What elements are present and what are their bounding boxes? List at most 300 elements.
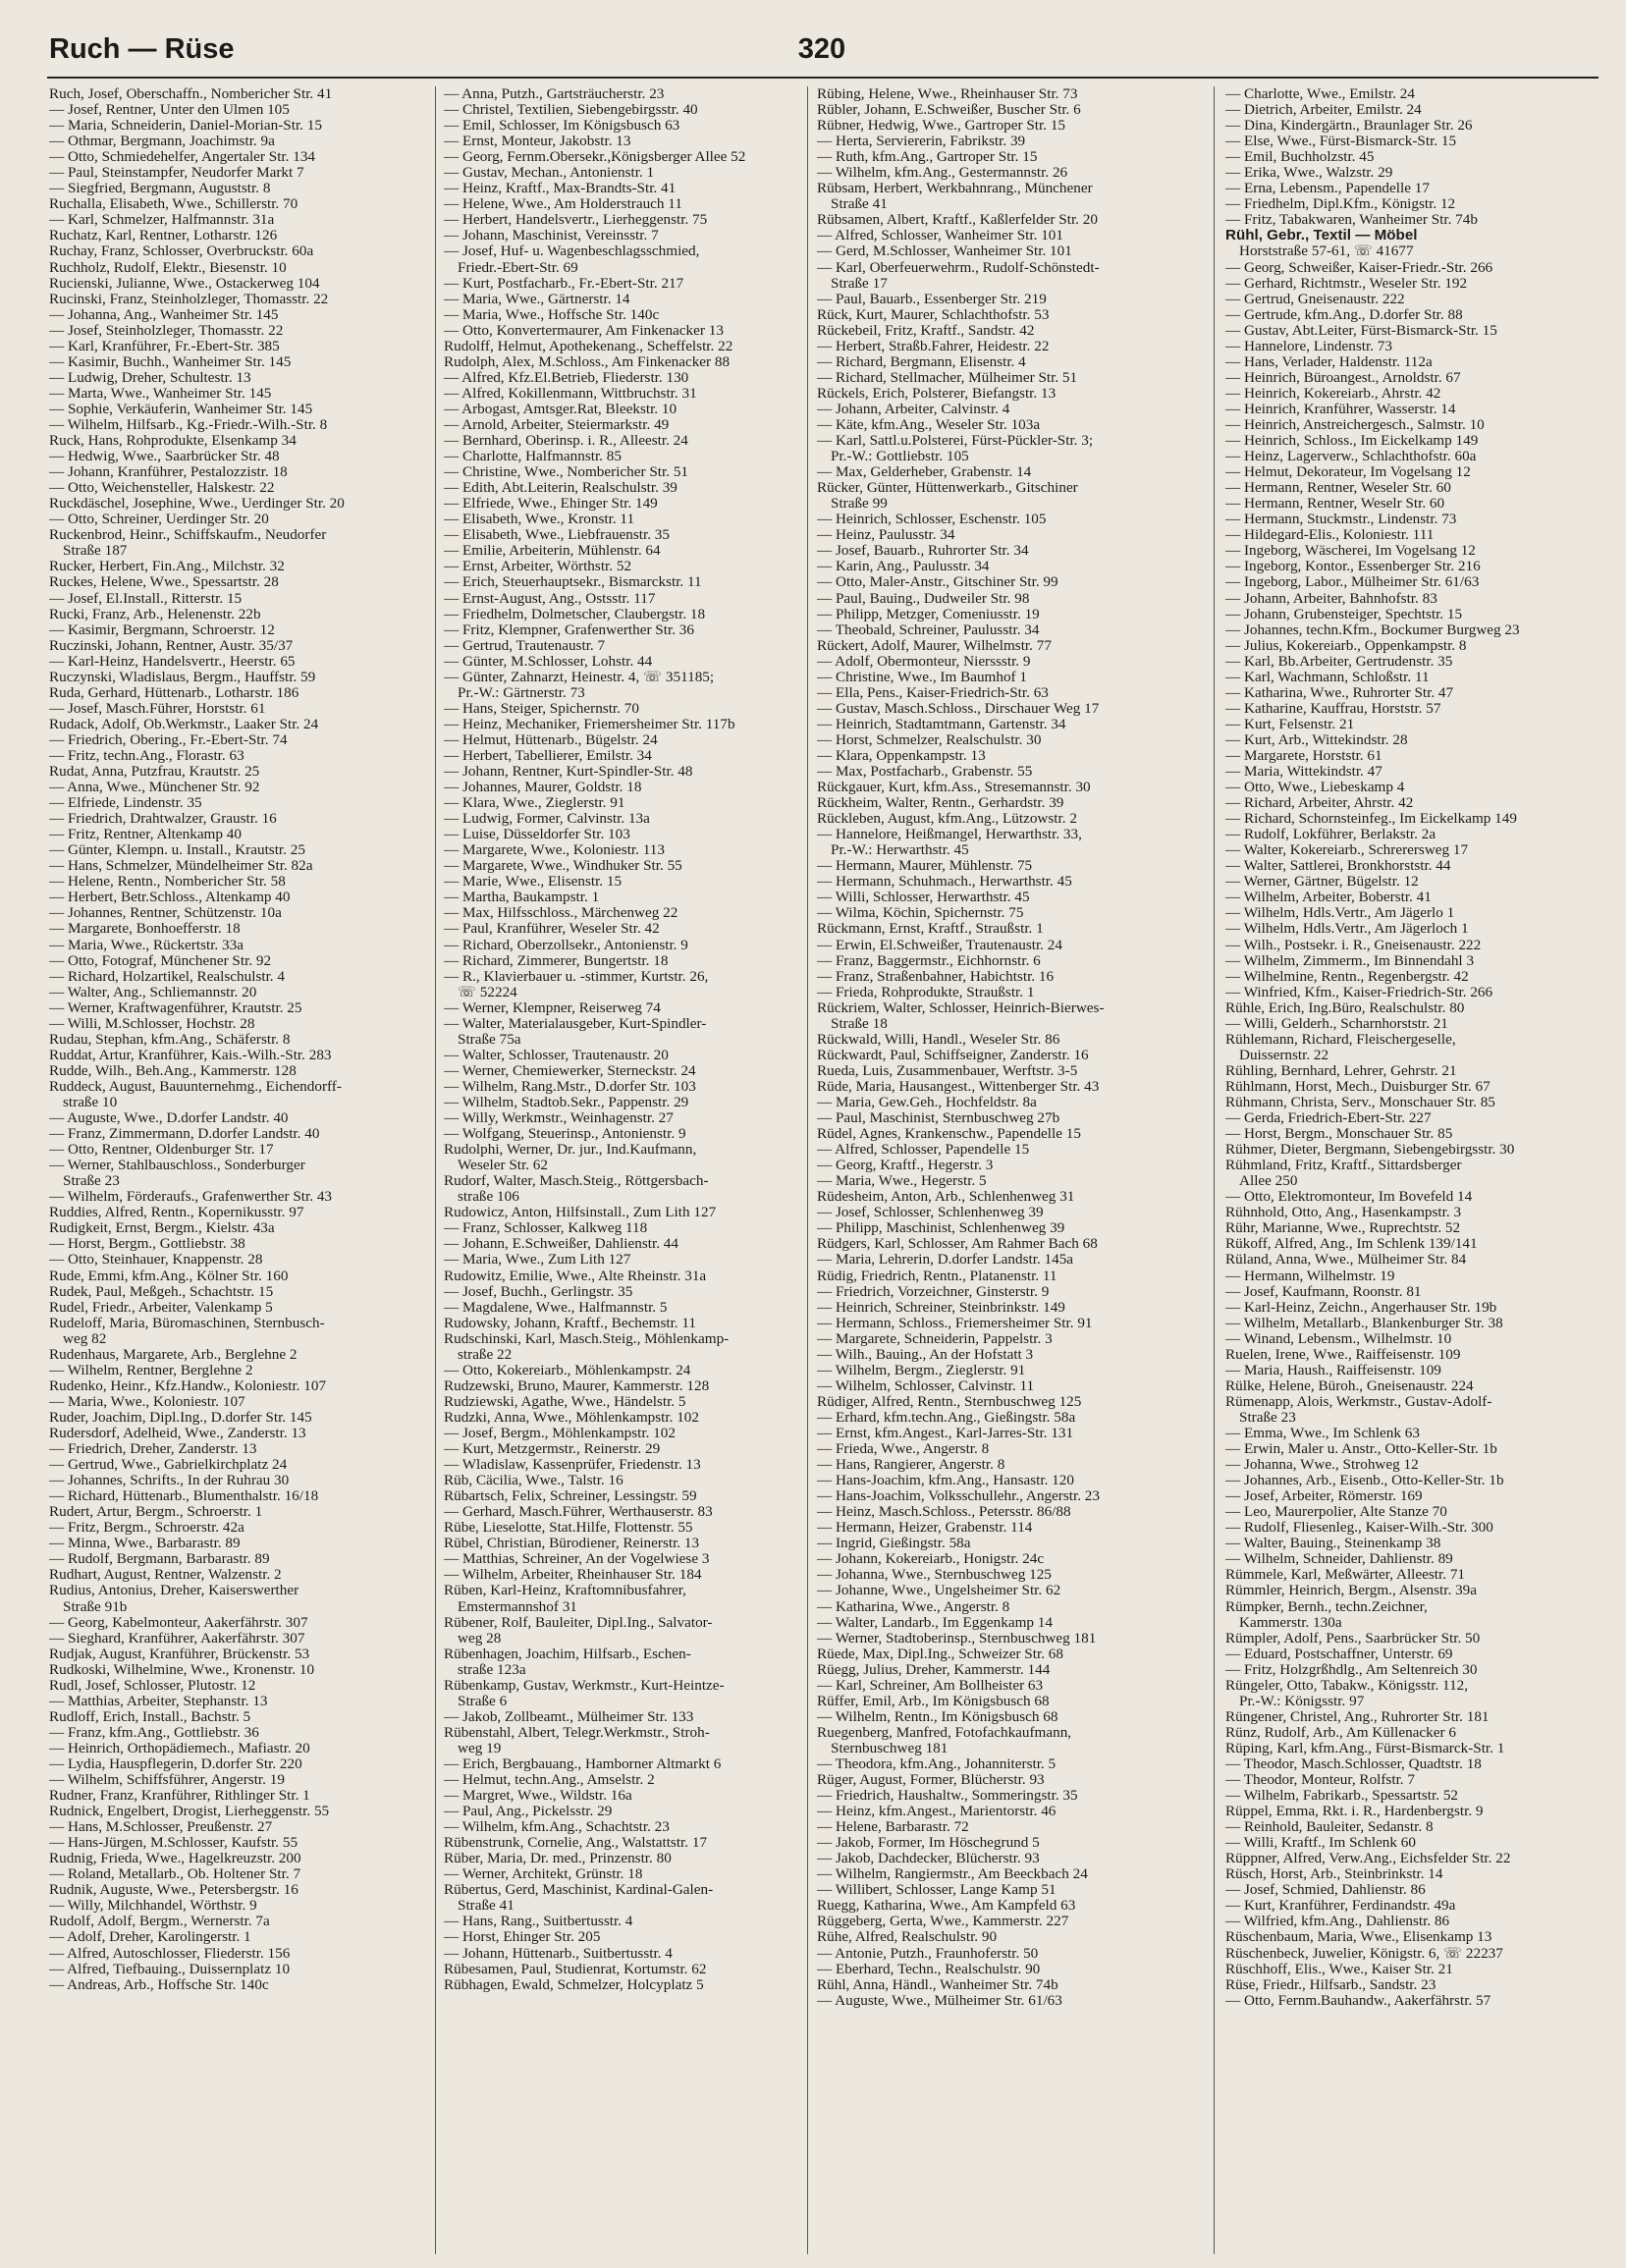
directory-entry: — Emilie, Arbeiterin, Mühlenstr. 64 bbox=[444, 543, 661, 560]
directory-entry: — Günter, Klempn. u. Install., Krautstr. 25 bbox=[49, 842, 305, 859]
directory-entry: — Kurt, Kranführer, Ferdinandstr. 49a bbox=[1225, 1898, 1456, 1915]
directory-entry: — Heinrich, Orthopädiemech., Mafiastr. 20 bbox=[49, 1740, 310, 1756]
directory-entry: Straße 187 bbox=[63, 543, 128, 560]
directory-entry: — Gertrud, Wwe., Gabrielkirchplatz 24 bbox=[49, 1457, 288, 1474]
directory-entry: Rückgauer, Kurt, kfm.Ass., Stresemannstr. 30 bbox=[817, 780, 1091, 796]
directory-entry: — Maria, Wwe., Gärtnerstr. 14 bbox=[444, 291, 630, 307]
directory-entry: — Walter, Kokereiarb., Schrerersweg 17 bbox=[1225, 842, 1469, 859]
directory-entry: — Wilhelm, Bergm., Zieglerstr. 91 bbox=[817, 1362, 1026, 1378]
directory-entry: Rüde, Maria, Hausangest., Wittenberger Str. 43 bbox=[817, 1078, 1100, 1095]
directory-entry: — Adolf, Dreher, Karolingerstr. 1 bbox=[49, 1929, 251, 1946]
directory-entry: Ruddeck, August, Bauunternehmg., Eichendorff- bbox=[49, 1078, 342, 1095]
directory-entry: Rüschenbeck, Juwelier, Königstr. 6, ☏ 22237 bbox=[1225, 1945, 1503, 1962]
directory-entry: Rühl, Anna, Händl., Wanheimer Str. 74b bbox=[817, 1976, 1058, 1993]
directory-entry: — Wilhelm, Schlosser, Calvinstr. 11 bbox=[817, 1377, 1035, 1394]
directory-entry: — Ludwig, Former, Calvinstr. 13a bbox=[444, 811, 650, 828]
directory-entry: — Wilhelm, Schiffsführer, Angerstr. 19 bbox=[49, 1772, 285, 1789]
directory-entry: — Maria, Wittekindstr. 47 bbox=[1225, 764, 1382, 781]
directory-entry: Rückmann, Ernst, Kraftf., Straußstr. 1 bbox=[817, 921, 1044, 938]
directory-entry: — Marie, Wwe., Elisenstr. 15 bbox=[444, 874, 623, 891]
directory-entry: — Josef, Huf- u. Wagenbeschlagsschmied, bbox=[444, 243, 700, 260]
directory-entry: Rudolff, Helmut, Apothekenang., Scheffelstr. 22 bbox=[444, 338, 733, 354]
directory-entry: — Walter, Materialausgeber, Kurt-Spindler- bbox=[444, 1015, 707, 1032]
directory-entry: — Heinz, Lagerverw., Schlachthofstr. 60a bbox=[1225, 449, 1477, 465]
directory-entry: — Hans-Jürgen, M.Schlosser, Kaufstr. 55 bbox=[49, 1835, 298, 1852]
directory-entry: — Karl, Schmelzer, Halfmannstr. 31a bbox=[49, 212, 275, 229]
directory-entry: — Theodora, kfm.Ang., Johanniterstr. 5 bbox=[817, 1755, 1057, 1772]
directory-entry: — Johannes, Arb., Eisenb., Otto-Keller-Str. 1b bbox=[1225, 1473, 1504, 1489]
directory-entry: Rudloff, Erich, Install., Bachstr. 5 bbox=[49, 1708, 251, 1725]
directory-entry: — Otto, Steinhauer, Knappenstr. 28 bbox=[49, 1252, 263, 1269]
directory-entry: Ruch, Josef, Oberschaffn., Nombericher Str. 41 bbox=[49, 86, 333, 102]
directory-entry: — Kasimir, Buchh., Wanheimer Str. 145 bbox=[49, 353, 292, 370]
directory-entry: Rucker, Herbert, Fin.Ang., Milchstr. 32 bbox=[49, 559, 285, 575]
directory-entry: — Siegfried, Bergmann, Auguststr. 8 bbox=[49, 181, 271, 197]
directory-entry: — Alfred, Schlosser, Wanheimer Str. 101 bbox=[817, 228, 1063, 244]
directory-entry: — Willi, Kraftf., Im Schlenk 60 bbox=[1225, 1835, 1416, 1852]
directory-entry: Rucinski, Franz, Steinholzleger, Thomasstr. 22 bbox=[49, 291, 329, 307]
directory-entry: Rudeloff, Maria, Büromaschinen, Sternbusch- bbox=[49, 1315, 325, 1331]
directory-entry: — Theodor, Masch.Schlosser, Quadtstr. 18 bbox=[1225, 1755, 1482, 1772]
directory-entry: — Heinrich, Kokereiarb., Ahrstr. 42 bbox=[1225, 385, 1441, 402]
directory-entry: — Elisabeth, Wwe., Kronstr. 11 bbox=[444, 512, 635, 528]
directory-entry: — Georg, Schweißer, Kaiser-Friedr.-Str. 266 bbox=[1225, 259, 1493, 276]
directory-entry: — Otto, Elektromonteur, Im Bovefeld 14 bbox=[1225, 1189, 1473, 1206]
directory-entry: — Herbert, Handelsvertr., Lierheggenstr. 75 bbox=[444, 212, 708, 229]
directory-entry: — Werner, Stadtoberinsp., Sternbuschweg 181 bbox=[817, 1630, 1097, 1647]
directory-entry: — Jakob, Zollbeamt., Mülheimer Str. 133 bbox=[444, 1708, 694, 1725]
directory-entry: — Heinz, Paulusstr. 34 bbox=[817, 527, 955, 544]
directory-entry: — Johann, Arbeiter, Bahnhofstr. 83 bbox=[1225, 590, 1437, 607]
directory-entry: — Johannes, Maurer, Goldstr. 18 bbox=[444, 780, 642, 796]
directory-entry: Rudowicz, Anton, Hilfsinstall., Zum Lith 127 bbox=[444, 1205, 717, 1221]
directory-entry: — Ernst, Arbeiter, Wörthstr. 52 bbox=[444, 559, 632, 575]
directory-entry: — Willibert, Schlosser, Lange Kamp 51 bbox=[817, 1882, 1057, 1899]
directory-entry: — Hedwig, Wwe., Saarbrücker Str. 48 bbox=[49, 449, 280, 465]
directory-entry: — Wilhelm, Stadtob.Sekr., Pappenstr. 29 bbox=[444, 1095, 689, 1110]
directory-entry: Allee 250 bbox=[1239, 1173, 1298, 1190]
directory-entry: Rudhart, August, Rentner, Walzenstr. 2 bbox=[49, 1567, 282, 1584]
directory-entry: Rueda, Luis, Zusammenbauer, Werftstr. 3-5 bbox=[817, 1062, 1078, 1079]
directory-entry: — Fritz, Klempner, Grafenwerther Str. 36 bbox=[444, 621, 694, 638]
directory-entry: Sternbuschweg 181 bbox=[831, 1740, 948, 1756]
directory-entry: — Hans, Rang., Suitbertusstr. 4 bbox=[444, 1914, 633, 1930]
directory-entry: — Winand, Lebensm., Wilhelmstr. 10 bbox=[1225, 1330, 1452, 1347]
directory-entry: — Wilhelm, kfm.Ang., Schachtstr. 23 bbox=[444, 1819, 670, 1836]
directory-entry: Rückriem, Walter, Schlosser, Heinrich-Bierwes- bbox=[817, 999, 1105, 1016]
directory-entry: — Johannes, Rentner, Schützenstr. 10a bbox=[49, 905, 282, 922]
directory-entry: — Wilhelm, Rentn., Im Königsbusch 68 bbox=[817, 1708, 1058, 1725]
directory-entry: — Josef, Rentner, Unter den Ulmen 105 bbox=[49, 102, 290, 119]
directory-entry: Rudolphi, Werner, Dr. jur., Ind.Kaufmann, bbox=[444, 1142, 697, 1159]
directory-entry: — Otto, Schreiner, Uerdinger Str. 20 bbox=[49, 512, 269, 528]
directory-entry: — Maria, Wwe., Zum Lith 127 bbox=[444, 1252, 631, 1269]
directory-entry: Pr.-W.: Herwarthstr. 45 bbox=[831, 842, 969, 859]
directory-entry: — Helene, Barbarastr. 72 bbox=[817, 1819, 969, 1836]
directory-entry: — Else, Wwe., Fürst-Bismarck-Str. 15 bbox=[1225, 134, 1457, 150]
directory-entry: — Marta, Wwe., Wanheimer Str. 145 bbox=[49, 385, 272, 402]
directory-entry: — Theodor, Monteur, Rolfstr. 7 bbox=[1225, 1772, 1415, 1789]
directory-entry: — Magdalene, Wwe., Halfmannstr. 5 bbox=[444, 1299, 668, 1316]
directory-entry: — Frieda, Rohprodukte, Straußstr. 1 bbox=[817, 984, 1035, 1000]
directory-entry: — Hermann, Wilhelmstr. 19 bbox=[1225, 1268, 1395, 1284]
directory-entry: Ruchay, Franz, Schlosser, Overbruckstr. 60a bbox=[49, 243, 314, 260]
directory-entry: — Klara, Oppenkampstr. 13 bbox=[817, 747, 986, 764]
directory-entry: — Friedrich, Drahtwalzer, Graustr. 16 bbox=[49, 811, 277, 828]
directory-entry: — Katharina, Wwe., Ruhrorter Str. 47 bbox=[1225, 684, 1454, 701]
directory-entry: straße 123a bbox=[458, 1661, 526, 1678]
directory-entry: — Hildegard-Elis., Koloniestr. 111 bbox=[1225, 527, 1435, 544]
directory-entry: — Christine, Wwe., Nombericher Str. 51 bbox=[444, 464, 689, 481]
directory-entry: — Charlotte, Halfmannstr. 85 bbox=[444, 449, 622, 465]
directory-entry: — Herbert, Tabellierer, Emilstr. 34 bbox=[444, 747, 652, 764]
directory-entry: Rudjak, August, Kranführer, Brückenstr. 53 bbox=[49, 1646, 310, 1662]
directory-entry: Straße 6 bbox=[458, 1693, 508, 1709]
directory-entry: Ruck, Hans, Rohprodukte, Elsenkamp 34 bbox=[49, 433, 297, 450]
directory-entry: — Willi, Schlosser, Herwarthstr. 45 bbox=[817, 890, 1030, 906]
directory-entry: Rüdig, Friedrich, Rentn., Platanenstr. 11 bbox=[817, 1268, 1057, 1284]
directory-entry: Rudek, Paul, Meßgeh., Schachtstr. 15 bbox=[49, 1283, 274, 1300]
directory-entry: Pr.-W.: Gärtnerstr. 73 bbox=[458, 684, 585, 701]
page-number: 320 bbox=[797, 33, 846, 65]
directory-entry: — Franz, kfm.Ang., Gottliebstr. 36 bbox=[49, 1724, 259, 1741]
directory-entry: Rühmer, Dieter, Bergmann, Siebengebirgsstr. 30 bbox=[1225, 1142, 1515, 1159]
directory-entry: Rübenstrunk, Cornelie, Ang., Walstattstr. 17 bbox=[444, 1835, 708, 1852]
directory-entry: Weseler Str. 62 bbox=[458, 1158, 548, 1174]
directory-entry: Emstermannshof 31 bbox=[458, 1598, 577, 1615]
directory-entry: Rübertus, Gerd, Maschinist, Kardinal-Galen- bbox=[444, 1882, 714, 1899]
directory-entry: Straße 99 bbox=[831, 496, 888, 513]
directory-entry: — Gustav, Masch.Schloss., Dirschauer Weg 17 bbox=[817, 700, 1100, 717]
directory-entry: — Gertrude, kfm.Ang., D.dorfer Str. 88 bbox=[1225, 306, 1463, 323]
directory-entry: — Franz, Straßenbahner, Habichtstr. 16 bbox=[817, 968, 1055, 985]
directory-entry: Rudde, Wilh., Beh.Ang., Kammerstr. 128 bbox=[49, 1062, 297, 1079]
directory-entry: — Helene, Wwe., Am Holderstrauch 11 bbox=[444, 196, 682, 213]
directory-entry: — Katharine, Kauffrau, Horststr. 57 bbox=[1225, 700, 1441, 717]
directory-entry: — Othmar, Bergmann, Joachimstr. 9a bbox=[49, 134, 275, 150]
directory-entry: Rüdiger, Alfred, Rentn., Sternbuschweg 125 bbox=[817, 1393, 1082, 1410]
directory-entry: Rülke, Helene, Büroh., Gneisenaustr. 224 bbox=[1225, 1377, 1474, 1394]
directory-entry: — Maria, Haush., Raiffeisenstr. 109 bbox=[1225, 1362, 1441, 1378]
directory-entry: Rudius, Antonius, Dreher, Kaiserswerther bbox=[49, 1583, 299, 1599]
directory-entry: — Karl, Wachmann, Schloßstr. 11 bbox=[1225, 669, 1430, 685]
directory-entry: — Heinz, kfm.Angest., Marientorstr. 46 bbox=[817, 1804, 1057, 1820]
directory-entry: Pr.-W.: Königsstr. 97 bbox=[1239, 1693, 1365, 1709]
directory-entry: — Friedhelm, Dipl.Kfm., Königstr. 12 bbox=[1225, 196, 1456, 213]
directory-entry: — Richard, Stellmacher, Mülheimer Str. 51 bbox=[817, 369, 1078, 386]
directory-entry: — Antonie, Putzh., Fraunhoferstr. 50 bbox=[817, 1945, 1039, 1962]
directory-entry: — Karl, Schreiner, Am Bollheister 63 bbox=[817, 1677, 1044, 1694]
directory-entry: — Emil, Buchholzstr. 45 bbox=[1225, 149, 1375, 166]
directory-entry: — Margarete, Schneiderin, Pappelstr. 3 bbox=[817, 1330, 1053, 1347]
directory-entry: — Rudolf, Lokführer, Berlakstr. 2a bbox=[1225, 827, 1436, 843]
directory-entry: Rudowsky, Johann, Kraftf., Bechemstr. 11 bbox=[444, 1315, 697, 1331]
directory-entry: Rüland, Anna, Wwe., Mülheimer Str. 84 bbox=[1225, 1252, 1467, 1269]
directory-entry: Straße 18 bbox=[831, 1015, 888, 1032]
directory-entry: — Paul, Maschinist, Sternbuschweg 27b bbox=[817, 1110, 1060, 1127]
directory-entry: straße 106 bbox=[458, 1189, 519, 1206]
directory-entry: Ruegenberg, Manfred, Fotofachkaufmann, bbox=[817, 1724, 1072, 1741]
directory-entry: — Wilhelm, Förderaufs., Grafenwerther Str. 43 bbox=[49, 1189, 333, 1206]
directory-entry: — Wilhelm, Hdls.Vertr., Am Jägerlo 1 bbox=[1225, 905, 1455, 922]
directory-entry: Rucienski, Julianne, Wwe., Ostackerweg 104 bbox=[49, 275, 320, 292]
directory-entry: Rückert, Adolf, Maurer, Wilhelmstr. 77 bbox=[817, 637, 1052, 654]
directory-entry: Kammerstr. 130a bbox=[1239, 1614, 1342, 1631]
directory-entry: — Julius, Kokereiarb., Oppenkampstr. 8 bbox=[1225, 637, 1467, 654]
directory-entry: — Max, Postfacharb., Grabenstr. 55 bbox=[817, 764, 1033, 781]
directory-entry: Straße 75a bbox=[458, 1031, 521, 1048]
directory-entry: — Rudolf, Bergmann, Barbarastr. 89 bbox=[49, 1551, 270, 1568]
directory-entry: — Richard, Hüttenarb., Blumenthalstr. 16/18 bbox=[49, 1488, 319, 1505]
directory-entry: — Hans, Steiger, Spichernstr. 70 bbox=[444, 700, 639, 717]
directory-entry: — Johann, Kokereiarb., Honigstr. 24c bbox=[817, 1551, 1045, 1568]
directory-entry: — Martha, Baukampstr. 1 bbox=[444, 890, 600, 906]
directory-entry: Rübing, Helene, Wwe., Rheinhauser Str. 73 bbox=[817, 86, 1078, 102]
directory-entry: — Hannelore, Lindenstr. 73 bbox=[1225, 338, 1392, 354]
directory-entry: — Josef, Masch.Führer, Horststr. 61 bbox=[49, 700, 266, 717]
directory-entry: Rudau, Stephan, kfm.Ang., Schäferstr. 8 bbox=[49, 1031, 291, 1048]
directory-entry: Ruder, Joachim, Dipl.Ing., D.dorfer Str. 145 bbox=[49, 1409, 312, 1426]
directory-entry: — Walter, Landarb., Im Eggenkamp 14 bbox=[817, 1614, 1053, 1631]
directory-entry: — Friedrich, Dreher, Zanderstr. 13 bbox=[49, 1441, 257, 1458]
directory-entry: — Horst, Schmelzer, Realschulstr. 30 bbox=[817, 731, 1042, 748]
directory-entry: Rudenko, Heinr., Kfz.Handw., Koloniestr. 107 bbox=[49, 1377, 327, 1394]
directory-entry: — Friedhelm, Dolmetscher, Claubergstr. 18 bbox=[444, 606, 706, 622]
directory-entry: Rümpler, Adolf, Pens., Saarbrücker Str. 50 bbox=[1225, 1630, 1481, 1647]
directory-entry: — Erich, Steuerhauptsekr., Bismarckstr. 11 bbox=[444, 574, 702, 591]
directory-entry: — Wilhelm, Rang.Mstr., D.dorfer Str. 103 bbox=[444, 1078, 696, 1095]
directory-entry: Rüschhoff, Elis., Wwe., Kaiser Str. 21 bbox=[1225, 1961, 1453, 1977]
directory-entry: Rudat, Anna, Putzfrau, Krautstr. 25 bbox=[49, 764, 260, 781]
directory-entry: — Heinrich, Kranführer, Wasserstr. 14 bbox=[1225, 401, 1456, 417]
directory-entry: — Johann, Hüttenarb., Suitbertusstr. 4 bbox=[444, 1945, 673, 1962]
directory-entry: straße 10 bbox=[63, 1095, 118, 1110]
directory-entry: Rüdgers, Karl, Schlosser, Am Rahmer Bach 68 bbox=[817, 1236, 1098, 1253]
directory-entry: — Otto, Wwe., Liebeskamp 4 bbox=[1225, 780, 1405, 796]
directory-entry: Rümmele, Karl, Meßwärter, Alleestr. 71 bbox=[1225, 1567, 1466, 1584]
directory-entry: — Hermann, Rentner, Weselr Str. 60 bbox=[1225, 496, 1445, 513]
directory-entry: — Paul, Bauing., Dudweiler Str. 98 bbox=[817, 590, 1030, 607]
directory-entry: — Wilma, Köchin, Spichernstr. 75 bbox=[817, 905, 1024, 922]
directory-entry: — Erhard, kfm.techn.Ang., Gießingstr. 58a bbox=[817, 1409, 1076, 1426]
directory-entry: Rühnhold, Otto, Ang., Hasenkampstr. 3 bbox=[1225, 1205, 1462, 1221]
directory-entry: Rühr, Marianne, Wwe., Ruprechtstr. 52 bbox=[1225, 1220, 1461, 1237]
directory-entry: — Emil, Schlosser, Im Königsbusch 63 bbox=[444, 118, 680, 135]
directory-entry: — Wilh., Bauing., An der Hofstatt 3 bbox=[817, 1346, 1034, 1363]
directory-entry: Rühling, Bernhard, Lehrer, Gehrstr. 21 bbox=[1225, 1062, 1457, 1079]
directory-entry: — Heinrich, Büroangest., Arnoldstr. 67 bbox=[1225, 369, 1461, 386]
directory-entry: — Heinrich, Stadtamtmann, Gartenstr. 34 bbox=[817, 716, 1066, 732]
directory-entry: — Richard, Holzartikel, Realschulstr. 4 bbox=[49, 968, 285, 985]
directory-entry: — Willi, Gelderh., Scharnhorststr. 21 bbox=[1225, 1015, 1448, 1032]
directory-entry: Rüdesheim, Anton, Arb., Schlenhenweg 31 bbox=[817, 1189, 1075, 1206]
directory-entry: Ruczinski, Johann, Rentner, Austr. 35/37 bbox=[49, 637, 294, 654]
directory-entry: — Richard, Bergmann, Elisenstr. 4 bbox=[817, 353, 1026, 370]
directory-entry: Rückwardt, Paul, Schiffseigner, Zanderstr. 16 bbox=[817, 1047, 1089, 1063]
directory-entry: — Hermann, Maurer, Mühlenstr. 75 bbox=[817, 858, 1033, 875]
directory-entry: — Otto, Weichensteller, Halskestr. 22 bbox=[49, 480, 275, 497]
directory-entry: Rüngener, Christel, Ang., Ruhrorter Str. 181 bbox=[1225, 1708, 1490, 1725]
directory-entry: — Richard, Arbeiter, Ahrstr. 42 bbox=[1225, 795, 1414, 812]
directory-entry: — Friedrich, Obering., Fr.-Ebert-Str. 74 bbox=[49, 731, 288, 748]
directory-entry: — Maria, Gew.Geh., Hochfeldstr. 8a bbox=[817, 1095, 1037, 1110]
directory-entry: — Maria, Schneiderin, Daniel-Morian-Str. 15 bbox=[49, 118, 322, 135]
directory-entry: Rudigkeit, Ernst, Bergm., Kielstr. 43a bbox=[49, 1220, 275, 1237]
directory-entry: — Minna, Wwe., Barbarastr. 89 bbox=[49, 1536, 241, 1552]
directory-entry: — Margret, Wwe., Wildstr. 16a bbox=[444, 1788, 632, 1805]
directory-entry: — Wolfgang, Steuerinsp., Antonienstr. 9 bbox=[444, 1126, 686, 1143]
directory-entry: — Werner, Stahlbauschloss., Sonderburger bbox=[49, 1158, 305, 1174]
directory-entry: Rübenhagen, Joachim, Hilfsarb., Eschen- bbox=[444, 1646, 691, 1662]
directory-entry: — Arnold, Arbeiter, Steiermarkstr. 49 bbox=[444, 416, 670, 433]
directory-entry: — Johann, Kranführer, Pestalozzistr. 18 bbox=[49, 464, 288, 481]
directory-entry: — Friedrich, Vorzeichner, Ginsterstr. 9 bbox=[817, 1283, 1050, 1300]
directory-entry: — Hermann, Schuhmach., Herwarthstr. 45 bbox=[817, 874, 1072, 891]
directory-entry: — Erwin, Maler u. Anstr., Otto-Keller-Str. 1b bbox=[1225, 1441, 1497, 1458]
directory-entry: Rüben, Karl-Heinz, Kraftomnibusfahrer, bbox=[444, 1583, 686, 1599]
directory-entry: — Erwin, El.Schweißer, Trautenaustr. 24 bbox=[817, 937, 1062, 953]
directory-entry: — Walter, Schlosser, Trautenaustr. 20 bbox=[444, 1047, 669, 1063]
directory-entry: — Hermann, Schloss., Friemersheimer Str. 91 bbox=[817, 1315, 1093, 1331]
directory-entry: Ruegg, Katharina, Wwe., Am Kampfeld 63 bbox=[817, 1898, 1076, 1915]
directory-entry: — Karl, Oberfeuerwehrm., Rudolf-Schönstedt- bbox=[817, 259, 1100, 276]
directory-entry: — Werner, Klempner, Reiserweg 74 bbox=[444, 999, 661, 1016]
directory-entry: Rüping, Karl, kfm.Ang., Fürst-Bismarck-Str. 1 bbox=[1225, 1740, 1505, 1756]
directory-entry: — Theobald, Schreiner, Paulusstr. 34 bbox=[817, 621, 1040, 638]
directory-entry: Horststraße 57-61, ☏ 41677 bbox=[1239, 243, 1414, 260]
directory-entry: — Werner, Gärtner, Bügelstr. 12 bbox=[1225, 874, 1419, 891]
directory-entry: Rudl, Josef, Schlosser, Plutostr. 12 bbox=[49, 1677, 256, 1694]
directory-entry: — R., Klavierbauer u. -stimmer, Kurtstr. 26, bbox=[444, 968, 709, 985]
directory-entry: — Ingeborg, Kontor., Essenberger Str. 216 bbox=[1225, 559, 1481, 575]
directory-entry: — Josef, Steinholzleger, Thomasstr. 22 bbox=[49, 322, 284, 339]
directory-entry: weg 19 bbox=[458, 1740, 502, 1756]
directory-entry: — Elfriede, Lindenstr. 35 bbox=[49, 795, 202, 812]
directory-entry: — Horst, Bergm., Monschauer Str. 85 bbox=[1225, 1126, 1453, 1143]
directory-entry: — Alfred, Autoschlosser, Fliederstr. 156 bbox=[49, 1945, 291, 1962]
directory-entry: — Margarete, Wwe., Koloniestr. 113 bbox=[444, 842, 665, 859]
directory-entry: — Luise, Düsseldorfer Str. 103 bbox=[444, 827, 630, 843]
directory-entry: — Wilhelm, Arbeiter, Boberstr. 41 bbox=[1225, 890, 1432, 906]
directory-entry: — Ludwig, Dreher, Schultestr. 13 bbox=[49, 369, 251, 386]
directory-entry: Ruddat, Artur, Kranführer, Kais.-Wilh.-Str. 283 bbox=[49, 1047, 332, 1063]
directory-entry: — Josef, Bauarb., Ruhrorter Str. 34 bbox=[817, 543, 1029, 560]
directory-entry: — Ingeborg, Labor., Mülheimer Str. 61/63 bbox=[1225, 574, 1480, 591]
directory-entry: Ruddies, Alfred, Rentn., Kopernikusstr. 97 bbox=[49, 1205, 304, 1221]
directory-entry: Rückwald, Willi, Handl., Weseler Str. 86 bbox=[817, 1031, 1060, 1048]
directory-entry: Rückels, Erich, Polsterer, Biefangstr. 13 bbox=[817, 385, 1057, 402]
directory-entry: — Heinz, Mechaniker, Friemersheimer Str. 117b bbox=[444, 716, 735, 732]
directory-entry: — Wilhelm, kfm.Ang., Gestermannstr. 26 bbox=[817, 165, 1068, 182]
directory-entry: — Erich, Bergbauang., Hamborner Altmarkt 6 bbox=[444, 1755, 722, 1772]
directory-entry: — Hans-Joachim, Volksschullehr., Angerstr. 23 bbox=[817, 1488, 1100, 1505]
directory-entry: — Wilhelmine, Rentn., Regenbergstr. 42 bbox=[1225, 968, 1469, 985]
directory-entry: Rucki, Franz, Arb., Helenenstr. 22b bbox=[49, 606, 261, 622]
directory-entry: — Heinrich, Schreiner, Steinbrinkstr. 149 bbox=[817, 1299, 1065, 1316]
directory-entry: Rüffer, Emil, Arb., Im Königsbusch 68 bbox=[817, 1693, 1050, 1709]
directory-entry: Rudowitz, Emilie, Wwe., Alte Rheinstr. 31a bbox=[444, 1268, 707, 1284]
directory-entry: — Gustav, Mechan., Antonienstr. 1 bbox=[444, 165, 655, 182]
directory-entry: — Ernst, kfm.Angest., Karl-Jarres-Str. 131 bbox=[817, 1425, 1074, 1441]
directory-entry: — Willy, Milchhandel, Wörthstr. 9 bbox=[49, 1898, 257, 1915]
directory-entry: Ruckdäschel, Josephine, Wwe., Uerdinger Str. 20 bbox=[49, 496, 345, 513]
directory-entry: — Otto, Fernm.Bauhandw., Aakerfährstr. 57 bbox=[1225, 1992, 1491, 2009]
directory-entry: Straße 41 bbox=[831, 196, 888, 213]
directory-entry: — Eduard, Postschaffner, Unterstr. 69 bbox=[1225, 1646, 1453, 1662]
directory-entry: — Herta, Serviererin, Fabrikstr. 39 bbox=[817, 134, 1026, 150]
directory-entry: Rüsch, Horst, Arb., Steinbrinkstr. 14 bbox=[1225, 1866, 1443, 1883]
directory-entry: — Matthias, Schreiner, An der Vogelwiese 3 bbox=[444, 1551, 710, 1568]
directory-entry: Rudschinski, Karl, Masch.Steig., Möhlenkamp- bbox=[444, 1330, 730, 1347]
directory-entry: Rühmland, Fritz, Kraftf., Sittardsberger bbox=[1225, 1158, 1462, 1174]
directory-entry: Rudzki, Anna, Wwe., Möhlenkampstr. 102 bbox=[444, 1409, 699, 1426]
directory-entry: — Margarete, Bonhoefferstr. 18 bbox=[49, 921, 241, 938]
directory-entry: — Karl-Heinz, Zeichn., Angerhauser Str. 19b bbox=[1225, 1299, 1497, 1316]
directory-entry: Rübesamen, Paul, Studienrat, Kortumstr. 62 bbox=[444, 1961, 707, 1977]
directory-entry: — Johanna, Wwe., Sternbuschweg 125 bbox=[817, 1567, 1052, 1584]
directory-entry: — Wilhelm, Metallarb., Blankenburger Str. 38 bbox=[1225, 1315, 1503, 1331]
directory-entry: Ruchatz, Karl, Rentner, Lotharstr. 126 bbox=[49, 228, 278, 244]
directory-entry: — Paul, Ang., Pickelsstr. 29 bbox=[444, 1804, 613, 1820]
directory-entry: Rübner, Hedwig, Wwe., Gartroper Str. 15 bbox=[817, 118, 1066, 135]
directory-entry: Rübener, Rolf, Bauleiter, Dipl.Ing., Salvator- bbox=[444, 1614, 713, 1631]
directory-entry: — Maria, Wwe., Hoffsche Str. 140c bbox=[444, 306, 660, 323]
directory-entry: — Hermann, Rentner, Weseler Str. 60 bbox=[1225, 480, 1451, 497]
directory-entry: — Wladislaw, Kassenprüfer, Friedenstr. 13 bbox=[444, 1457, 701, 1474]
directory-entry: Rücker, Günter, Hüttenwerkarb., Gitschiner bbox=[817, 480, 1078, 497]
directory-entry: — Otto, Fotograf, Münchener Str. 92 bbox=[49, 952, 272, 969]
directory-entry: — Frieda, Wwe., Angerstr. 8 bbox=[817, 1441, 990, 1458]
directory-entry: — Josef, Kaufmann, Roonstr. 81 bbox=[1225, 1283, 1422, 1300]
directory-entry: — Max, Hilfsschloss., Märchenweg 22 bbox=[444, 905, 678, 922]
directory-entry: — Fritz, techn.Ang., Florastr. 63 bbox=[49, 747, 244, 764]
directory-entry: Rübsamen, Albert, Kraftf., Kaßlerfelder Str. 20 bbox=[817, 212, 1098, 229]
directory-entry: — Otto, Schmiedehelfer, Angertaler Str. 134 bbox=[49, 149, 316, 166]
directory-entry: Rüger, August, Former, Blücherstr. 93 bbox=[817, 1772, 1045, 1789]
directory-entry: Duissernstr. 22 bbox=[1239, 1047, 1329, 1063]
directory-entry: — Gerhard, Masch.Führer, Werthauserstr. 83 bbox=[444, 1504, 713, 1521]
directory-entry: Rudner, Franz, Kranführer, Rithlinger Str. 1 bbox=[49, 1788, 310, 1805]
directory-entry: — Josef, Schlosser, Schlenhenweg 39 bbox=[817, 1205, 1044, 1221]
directory-entry: Rudnick, Engelbert, Drogist, Lierheggenstr. 55 bbox=[49, 1804, 330, 1820]
directory-entry: — Rudolf, Fliesenleg., Kaiser-Wilh.-Str. 300 bbox=[1225, 1520, 1493, 1537]
directory-entry: — Hans-Joachim, kfm.Ang., Hansastr. 120 bbox=[817, 1473, 1074, 1489]
directory-entry: — Hans, Rangierer, Angerstr. 8 bbox=[817, 1457, 1005, 1474]
directory-entry: Rübhagen, Ewald, Schmelzer, Holcyplatz 5 bbox=[444, 1976, 704, 1993]
directory-entry: — Margarete, Wwe., Windhuker Str. 55 bbox=[444, 858, 682, 875]
directory-entry: — Richard, Schornsteinfeg., Im Eickelkamp 149 bbox=[1225, 811, 1517, 828]
directory-entry: — Georg, Fernm.Obersekr.,Königsberger Allee 52 bbox=[444, 149, 746, 166]
directory-entry: Ruczynski, Wladislaus, Bergm., Hauffstr. 59 bbox=[49, 669, 316, 685]
directory-entry: — Karl, Kranführer, Fr.-Ebert-Str. 385 bbox=[49, 338, 280, 354]
directory-entry: — Philipp, Maschinist, Schlenhenweg 39 bbox=[817, 1220, 1065, 1237]
directory-entry: — Franz, Zimmermann, D.dorfer Landstr. 40 bbox=[49, 1126, 320, 1143]
directory-entry: — Maria, Wwe., Koloniestr. 107 bbox=[49, 1393, 245, 1410]
directory-entry: — Maria, Wwe., Hegerstr. 5 bbox=[817, 1173, 987, 1190]
page-header bbox=[47, 33, 1597, 73]
directory-entry: Ruchalla, Elisabeth, Wwe., Schillerstr. 70 bbox=[49, 196, 298, 213]
directory-entry: — Gerd, M.Schlosser, Wanheimer Str. 101 bbox=[817, 243, 1072, 260]
directory-entry: — Gertrud, Trautenaustr. 7 bbox=[444, 637, 606, 654]
directory-entry: Rübartsch, Felix, Schreiner, Lessingstr. 59 bbox=[444, 1488, 697, 1505]
directory-entry: — Maria, Wwe., Rückertstr. 33a bbox=[49, 937, 244, 953]
directory-entry: — Emma, Wwe., Im Schlenk 63 bbox=[1225, 1425, 1420, 1441]
directory-entry: Rühlmann, Horst, Mech., Duisburger Str. 67 bbox=[1225, 1078, 1490, 1095]
directory-entry: — Alfred, Kokillenmann, Wittbruchstr. 31 bbox=[444, 385, 697, 402]
directory-entry: — Johannes, techn.Kfm., Bockumer Burgweg 23 bbox=[1225, 621, 1520, 638]
directory-entry: — Ernst, Monteur, Jakobstr. 13 bbox=[444, 134, 631, 150]
directory-entry: — Heinrich, Schloss., Im Eickelkamp 149 bbox=[1225, 433, 1479, 450]
